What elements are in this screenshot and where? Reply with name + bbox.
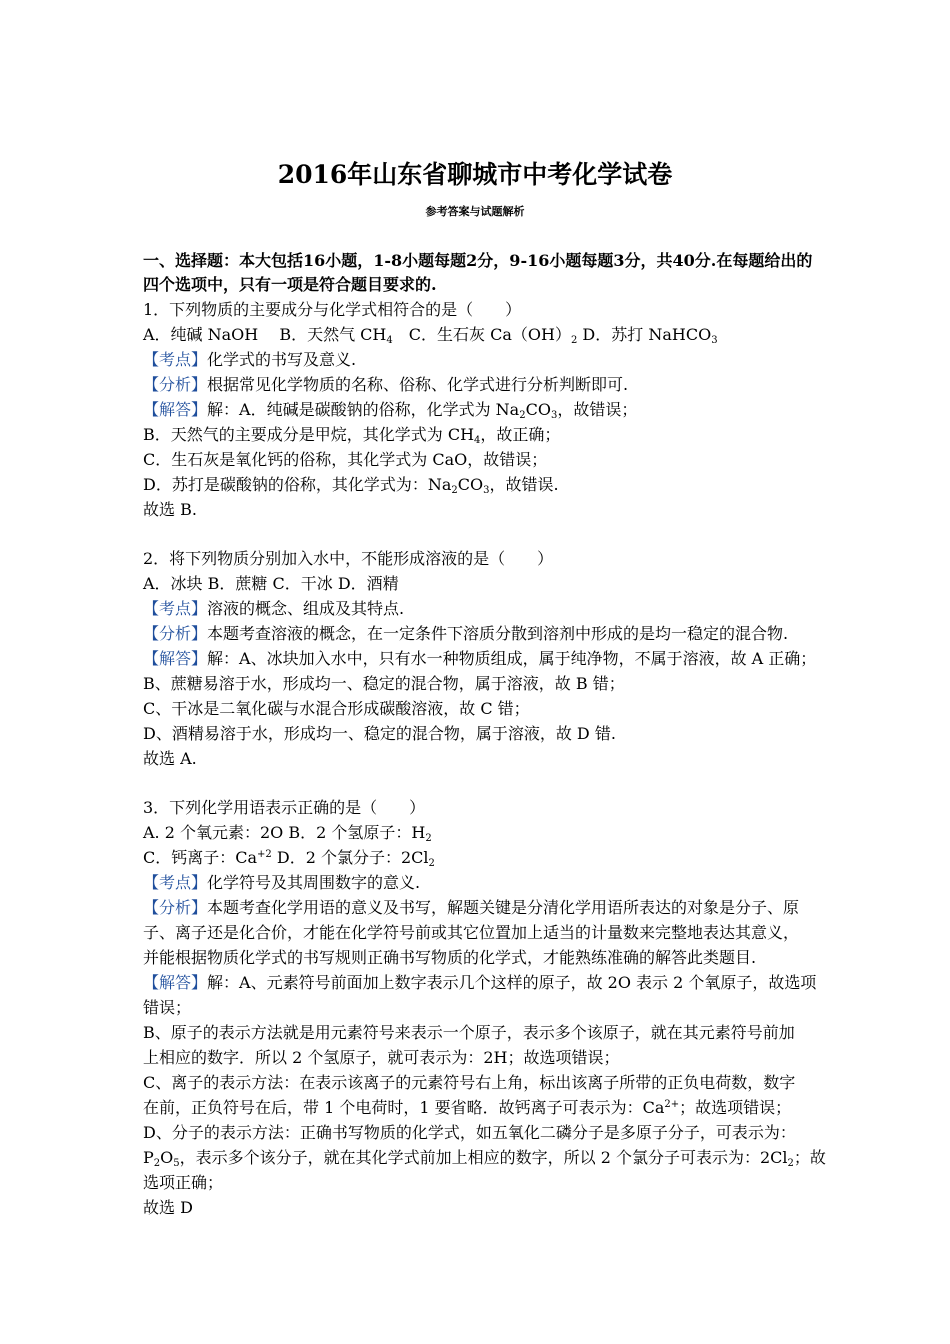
q3-analysis-c-line1: C、离子的表示方法：在表示该离子的元素符号右上角，标出该离子所带的正负电荷数，数字	[143, 1073, 796, 1092]
subscript: 2	[428, 858, 435, 869]
superscript: +2	[257, 849, 272, 860]
q1-option-c: C．生石灰 Ca（OH）	[392, 325, 571, 344]
q3-answer: 故选 D	[143, 1198, 193, 1217]
q2-analysis-d: D、酒精易溶于水，形成均一、稳定的混合物，属于溶液，故 D 错.	[143, 724, 616, 743]
q3-fenxi-line3: 并能根据物质化学式的书写规则正确书写物质的化学式，才能熟练准确的解答此类题目.	[143, 948, 757, 967]
analysis-end: ；故	[793, 1148, 826, 1167]
jieda-text: 解：A．纯碱是碳酸钠的俗称，化学式为 Na	[207, 400, 520, 419]
analysis-end: ，故正确；	[480, 425, 561, 444]
subscript: 2	[451, 485, 458, 496]
q3-options-cd	[143, 846, 823, 870]
q1-answer: 故选 B.	[143, 500, 197, 519]
jieda-text: 解：A、元素符号前面加上数字表示几个这样的原子，故 2O 表示 2 个氧原子，故选项	[207, 973, 817, 992]
subscript: 3	[711, 335, 718, 346]
analysis-end: ，故错误.	[489, 475, 559, 494]
section-heading-line2: 四个选项中，只有一项是符合题目要求的.	[143, 275, 437, 294]
subscript: 3	[483, 485, 490, 496]
subscript: 2	[153, 1158, 161, 1169]
q2-answer: 故选 A.	[143, 749, 197, 768]
option-text: D．2 个氯分子：2Cl	[271, 848, 429, 867]
analysis-text: D．苏打是碳酸钠的俗称，其化学式为：Na	[143, 475, 452, 494]
analysis-text: ，表示多个该分子，就在其化学式前加上相应的数字，所以 2 个氯分子可表示为：2Cl	[179, 1148, 788, 1167]
q1-analysis-d	[143, 473, 823, 497]
q3-options-ab	[143, 821, 823, 845]
q3-fenxi-line2: 子、离子还是化合价，才能在化学符号前或其它位置加上适当的计量数来完整地表达其意义，	[143, 923, 800, 942]
q3-analysis-d-line3: 选项正确；	[143, 1173, 224, 1192]
kaodian-tag: 【考点】	[143, 599, 208, 618]
q2-fenxi	[143, 622, 823, 646]
q3-analysis-b-line1: B、原子的表示方法就是用元素符号来表示一个原子，表示多个该原子，就在其元素符号前加	[143, 1023, 795, 1042]
formula-part: P	[143, 1148, 154, 1167]
q1-option-ab: A．纯碱 NaOH B．天然气 CH	[143, 325, 387, 344]
kaodian-text: 溶液的概念、组成及其特点.	[207, 599, 405, 618]
q3-analysis-d-line2	[143, 1146, 826, 1170]
kaodian-tag: 【考点】	[143, 873, 208, 892]
formula-part: O	[160, 1148, 174, 1167]
jieda-tag: 【解答】	[143, 973, 208, 992]
subscript: 4	[386, 335, 393, 346]
analysis-text: 在前，正负符号在后，带 1 个电荷时，1 要省略．故钙离子可表示为：Ca	[143, 1098, 665, 1117]
q3-kaodian	[143, 871, 823, 895]
fenxi-text: 本题考查溶液的概念，在一定条件下溶质分散到溶剂中形成的是均一稳定的混合物.	[207, 624, 789, 643]
q3-fenxi-line1	[143, 896, 823, 920]
q2-stem: 2．将下列物质分别加入水中，不能形成溶液的是（ ）	[143, 549, 554, 568]
subscript: 2	[787, 1158, 794, 1169]
formula-part: CO	[457, 475, 484, 494]
q3-jieda-line1	[143, 971, 823, 995]
subscript: 2	[425, 833, 432, 844]
q1-fenxi	[143, 373, 823, 397]
fenxi-text: 本题考查化学用语的意义及书写，解题关键是分清化学用语所表达的对象是分子、原	[207, 898, 800, 917]
subscript: 5	[173, 1158, 180, 1169]
analysis-end: ；故选项错误；	[679, 1098, 792, 1117]
q3-jieda-line2: 错误；	[143, 998, 192, 1017]
q3-analysis-b-line2: 上相应的数字．所以 2 个氢原子，就可表示为：2H；故选项错误；	[143, 1048, 620, 1067]
option-text: A. 2 个氧元素：2O B．2 个氢原子：H	[143, 823, 426, 842]
q3-analysis-c-line2	[143, 1096, 823, 1120]
section-heading-line1: 一、选择题：本大包括16小题，1-8小题每题2分，9-16小题每题3分，共40分.在每题给出的	[143, 251, 813, 270]
fenxi-tag: 【分析】	[143, 624, 208, 643]
q2-analysis-c: C、干冰是二氧化碳与水混合形成碳酸溶液，故 C 错；	[143, 699, 530, 718]
jieda-end: ，故错误；	[557, 400, 638, 419]
q2-options: A．冰块 B．蔗糖 C．干冰 D．酒精	[143, 574, 399, 593]
q1-jieda	[143, 398, 823, 422]
analysis-text: B．天然气的主要成分是甲烷，其化学式为 CH	[143, 425, 475, 444]
fenxi-tag: 【分析】	[143, 375, 208, 394]
q1-kaodian	[143, 348, 823, 372]
q1-analysis-c: C．生石灰是氧化钙的俗称，其化学式为 CaO，故错误；	[143, 450, 548, 469]
subscript: 2	[570, 335, 578, 346]
superscript: 2+	[664, 1099, 680, 1110]
q1-option-d: D．苏打 NaHCO	[577, 325, 712, 344]
q3-analysis-d-line1: D、分子的表示方法：正确书写物质的化学式，如五氧化二磷分子是多原子分子，可表示为：	[143, 1123, 796, 1142]
subscript: 4	[474, 435, 481, 446]
kaodian-text: 化学式的书写及意义.	[207, 350, 357, 369]
q1-analysis-b	[143, 423, 823, 447]
kaodian-tag: 【考点】	[143, 350, 208, 369]
subscript: 3	[550, 410, 558, 421]
page-subtitle: 参考答案与试题解析	[425, 205, 525, 218]
page-title: 2016年山东省聊城市中考化学试卷	[277, 160, 673, 189]
q1-stem: 1．下列物质的主要成分与化学式相符合的是（ ）	[143, 300, 522, 319]
q2-jieda	[143, 647, 823, 671]
fenxi-text: 根据常见化学物质的名称、俗称、化学式进行分析判断即可.	[207, 375, 629, 394]
fenxi-tag: 【分析】	[143, 898, 208, 917]
subscript: 2	[519, 410, 526, 421]
formula-part: CO	[525, 400, 551, 419]
q1-options	[143, 323, 823, 347]
q2-kaodian	[143, 597, 823, 621]
option-text: C．钙离子：Ca	[143, 848, 258, 867]
jieda-text: 解：A、冰块加入水中，只有水一种物质组成，属于纯净物，不属于溶液，故 A 正确；	[207, 649, 817, 668]
q2-analysis-b: B、蔗糖易溶于水，形成均一、稳定的混合物，属于溶液，故 B 错；	[143, 674, 625, 693]
q3-stem: 3．下列化学用语表示正确的是（ ）	[143, 798, 426, 817]
jieda-tag: 【解答】	[143, 400, 208, 419]
jieda-tag: 【解答】	[143, 649, 208, 668]
kaodian-text: 化学符号及其周围数字的意义.	[207, 873, 421, 892]
